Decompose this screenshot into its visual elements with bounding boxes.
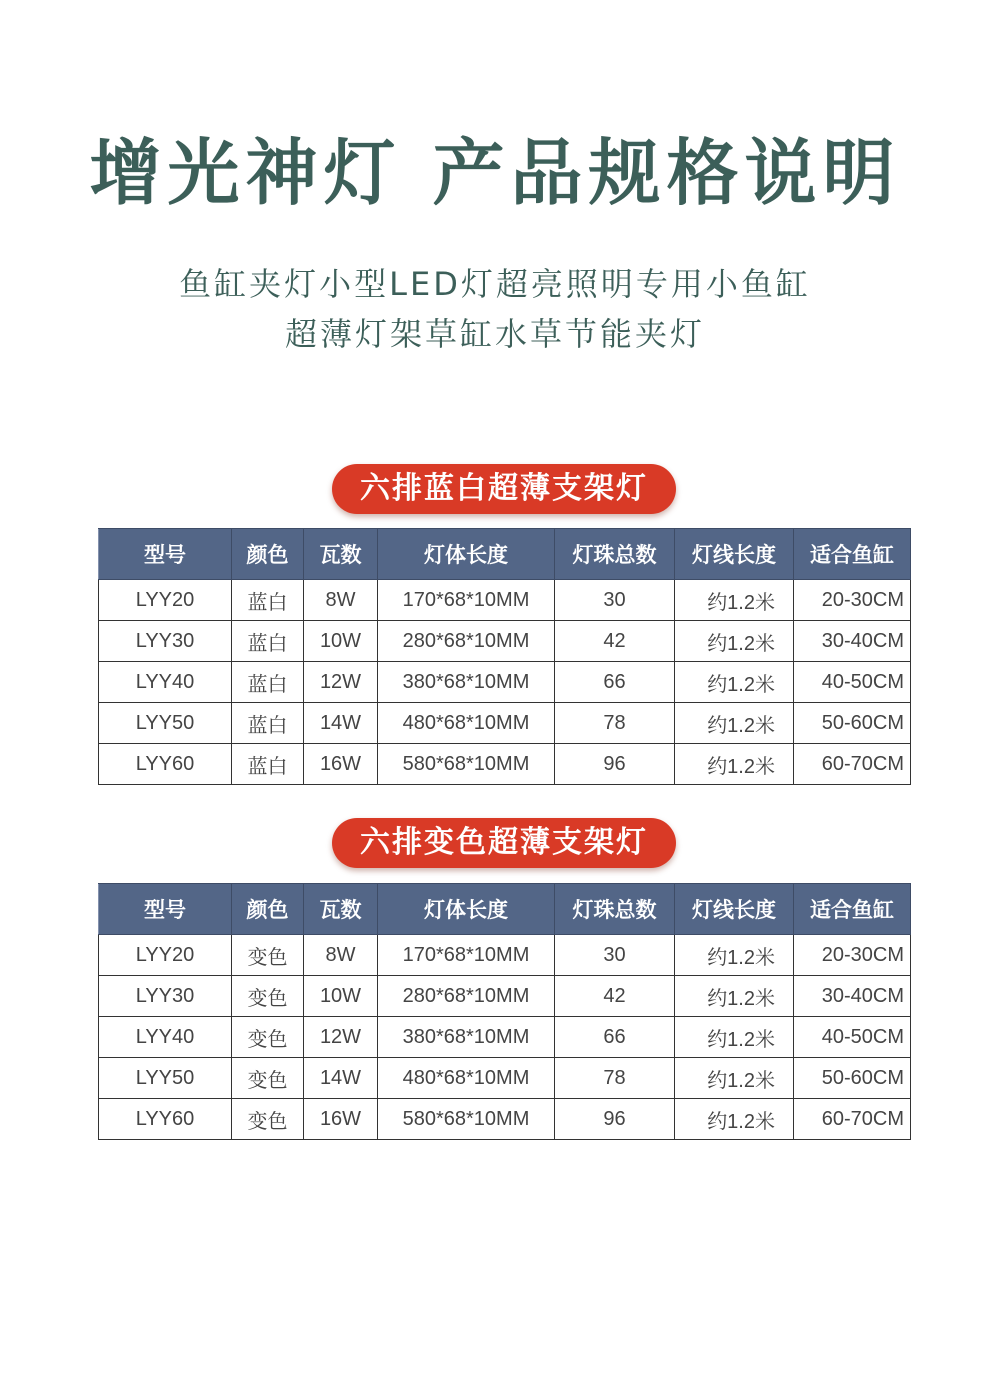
cell-color: 变色 [232, 1017, 304, 1058]
cell-tank-size: 50-60CM [794, 1058, 911, 1099]
table-row [99, 662, 911, 703]
cell-tank-size: 40-50CM [794, 662, 911, 703]
cell-cable-length: 约1.2米 [675, 744, 794, 785]
cell-wattage: 12W [304, 662, 378, 703]
header-model: 型号 [99, 529, 232, 580]
header-color: 颜色 [232, 884, 304, 935]
cell-model: LYY60 [99, 1099, 232, 1140]
cell-model: LYY60 [99, 744, 232, 785]
header-color: 颜色 [232, 529, 304, 580]
header-wattage: 瓦数 [304, 884, 378, 935]
cell-body-length: 170*68*10MM [378, 580, 555, 621]
table-row [99, 976, 911, 1017]
cell-body-length: 480*68*10MM [378, 703, 555, 744]
cell-cable-length: 约1.2米 [675, 1058, 794, 1099]
cell-model: LYY20 [99, 935, 232, 976]
header-bead-count: 灯珠总数 [555, 529, 675, 580]
cell-model: LYY40 [99, 662, 232, 703]
cell-body-length: 380*68*10MM [378, 1017, 555, 1058]
cell-color: 变色 [232, 976, 304, 1017]
header-tank-size: 适合鱼缸 [794, 529, 911, 580]
cell-model: LYY50 [99, 703, 232, 744]
section-banner-blue-white: 六排蓝白超薄支架灯 [332, 464, 676, 514]
cell-tank-size: 20-30CM [794, 580, 911, 621]
cell-color: 蓝白 [232, 703, 304, 744]
header-wattage: 瓦数 [304, 529, 378, 580]
subtitle-line-1: 鱼缸夹灯小型LED灯超亮照明专用小鱼缸 [179, 265, 811, 303]
cell-color: 蓝白 [232, 662, 304, 703]
cell-bead-count: 42 [555, 976, 675, 1017]
cell-bead-count: 30 [555, 935, 675, 976]
cell-model: LYY30 [99, 976, 232, 1017]
cell-color: 蓝白 [232, 580, 304, 621]
cell-body-length: 480*68*10MM [378, 1058, 555, 1099]
cell-wattage: 10W [304, 621, 378, 662]
cell-bead-count: 42 [555, 621, 675, 662]
cell-tank-size: 20-30CM [794, 935, 911, 976]
table-row [99, 744, 911, 785]
cell-bead-count: 66 [555, 662, 675, 703]
cell-tank-size: 30-40CM [794, 621, 911, 662]
cell-body-length: 170*68*10MM [378, 935, 555, 976]
cell-color: 变色 [232, 1058, 304, 1099]
cell-wattage: 16W [304, 1099, 378, 1140]
section-banner-color-change: 六排变色超薄支架灯 [332, 818, 676, 868]
cell-model: LYY40 [99, 1017, 232, 1058]
header-cable-length: 灯线长度 [675, 884, 794, 935]
cell-cable-length: 约1.2米 [675, 703, 794, 744]
cell-color: 蓝白 [232, 744, 304, 785]
cell-tank-size: 60-70CM [794, 744, 911, 785]
cell-bead-count: 96 [555, 1099, 675, 1140]
table-row [99, 580, 911, 621]
header-body-length: 灯体长度 [378, 884, 555, 935]
cell-model: LYY30 [99, 621, 232, 662]
cell-bead-count: 30 [555, 580, 675, 621]
cell-tank-size: 60-70CM [794, 1099, 911, 1140]
cell-cable-length: 约1.2米 [675, 935, 794, 976]
cell-body-length: 280*68*10MM [378, 621, 555, 662]
cell-cable-length: 约1.2米 [675, 621, 794, 662]
cell-wattage: 8W [304, 580, 378, 621]
cell-bead-count: 78 [555, 703, 675, 744]
cell-cable-length: 约1.2米 [675, 1099, 794, 1140]
cell-color: 变色 [232, 1099, 304, 1140]
subtitle-line-2: 超薄灯架草缸水草节能夹灯 [284, 315, 705, 353]
table-row [99, 1058, 911, 1099]
header-body-length: 灯体长度 [378, 529, 555, 580]
cell-wattage: 10W [304, 976, 378, 1017]
table-header-row [99, 884, 911, 935]
cell-tank-size: 50-60CM [794, 703, 911, 744]
cell-model: LYY50 [99, 1058, 232, 1099]
table-row [99, 703, 911, 744]
cell-wattage: 8W [304, 935, 378, 976]
cell-wattage: 12W [304, 1017, 378, 1058]
cell-body-length: 580*68*10MM [378, 1099, 555, 1140]
spec-table-blue-white [98, 528, 911, 785]
page-title: 增光神灯 产品规格说明 [89, 131, 901, 215]
table-row [99, 1017, 911, 1058]
table-row [99, 1099, 911, 1140]
table-header-row [99, 529, 911, 580]
cell-body-length: 580*68*10MM [378, 744, 555, 785]
cell-bead-count: 96 [555, 744, 675, 785]
cell-wattage: 14W [304, 703, 378, 744]
cell-color: 变色 [232, 935, 304, 976]
table-row [99, 935, 911, 976]
header-model: 型号 [99, 884, 232, 935]
cell-cable-length: 约1.2米 [675, 662, 794, 703]
cell-cable-length: 约1.2米 [675, 580, 794, 621]
header-bead-count: 灯珠总数 [555, 884, 675, 935]
cell-bead-count: 78 [555, 1058, 675, 1099]
cell-bead-count: 66 [555, 1017, 675, 1058]
cell-tank-size: 40-50CM [794, 1017, 911, 1058]
cell-wattage: 16W [304, 744, 378, 785]
cell-model: LYY20 [99, 580, 232, 621]
cell-cable-length: 约1.2米 [675, 1017, 794, 1058]
cell-color: 蓝白 [232, 621, 304, 662]
cell-wattage: 14W [304, 1058, 378, 1099]
table-row [99, 621, 911, 662]
spec-table-color-change [98, 883, 911, 1140]
cell-body-length: 280*68*10MM [378, 976, 555, 1017]
cell-cable-length: 约1.2米 [675, 976, 794, 1017]
cell-tank-size: 30-40CM [794, 976, 911, 1017]
cell-body-length: 380*68*10MM [378, 662, 555, 703]
header-cable-length: 灯线长度 [675, 529, 794, 580]
header-tank-size: 适合鱼缸 [794, 884, 911, 935]
